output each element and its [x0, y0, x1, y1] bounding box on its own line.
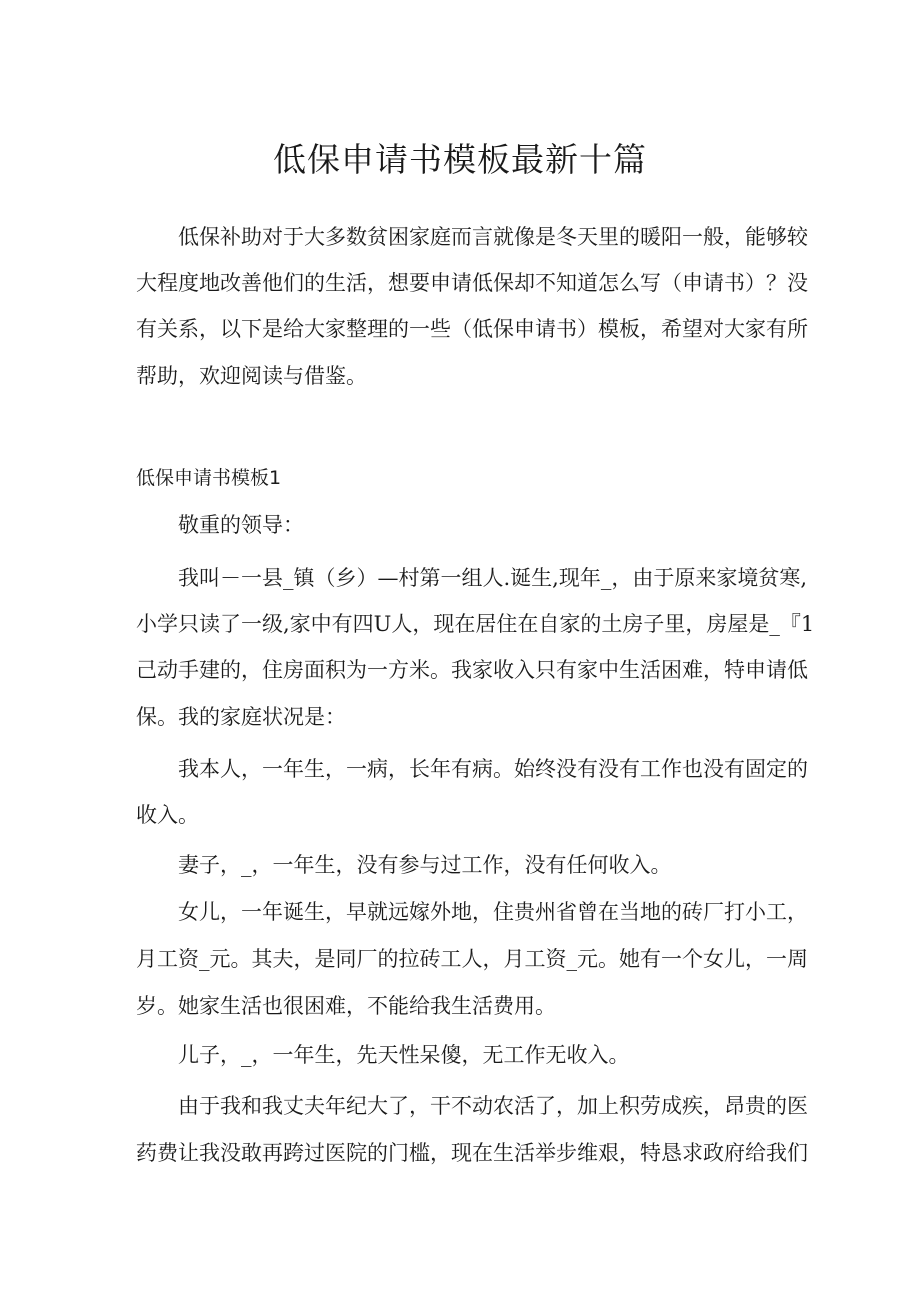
- body-line: 保。我的家庭状况是：: [136, 705, 346, 729]
- body-line: 女儿，一年诞生，早就远嫁外地，住贵州省曾在当地的砖厂打小工，: [178, 900, 808, 924]
- body-line: 我叫－一县_镇（乡）—村第一组人.诞生,现年_，由于原来家境贫寒,: [178, 566, 808, 590]
- intro-line: 低保补助对于大多数贫困家庭而言就像是冬天里的暖阳一般，能够较: [178, 225, 808, 249]
- intro-line: 大程度地改善他们的生活，想要申请低保却不知道怎么写（申请书）？没: [136, 271, 808, 295]
- body-line: 妻子，_，一年生，没有参与过工作，没有任何收入。: [178, 853, 672, 877]
- section-heading: 低保申请书模板1: [136, 467, 282, 489]
- body-line: 儿子，_，一年生，先天性呆傻，无工作无收入。: [178, 1043, 630, 1067]
- body-line: 由于我和我丈夫年纪大了，干不动农活了，加上积劳成疾，昂贵的医: [178, 1094, 808, 1118]
- body-line: 小学只读了一级,家中有四U人，现在居住在自家的土房子里，房屋是_『1: [136, 612, 815, 636]
- salutation: 敬重的领导：: [178, 513, 304, 537]
- body-line: 己动手建的，住房面积为一方米。我家收入只有家中生活困难，特申请低: [136, 658, 808, 682]
- intro-line: 帮助，欢迎阅读与借鉴。: [136, 364, 367, 388]
- document-title: 低保申请书模板最新十篇: [273, 140, 647, 179]
- body-line: 我本人，一年生，一病，长年有病。始终没有没有工作也没有固定的: [178, 757, 808, 781]
- intro-line: 有关系，以下是给大家整理的一些（低保申请书）模板，希望对大家有所: [136, 317, 808, 341]
- body-line: 药费让我没敢再跨过医院的门槛，现在生活举步维艰，特恳求政府给我们: [136, 1141, 808, 1165]
- body-line: 收入。: [136, 803, 199, 827]
- body-line: 月工资_元。其夫，是同厂的拉砖工人，月工资_元。她有一个女儿，一周: [136, 947, 808, 971]
- body-line: 岁。她家生活也很困难，不能给我生活费用。: [136, 994, 556, 1018]
